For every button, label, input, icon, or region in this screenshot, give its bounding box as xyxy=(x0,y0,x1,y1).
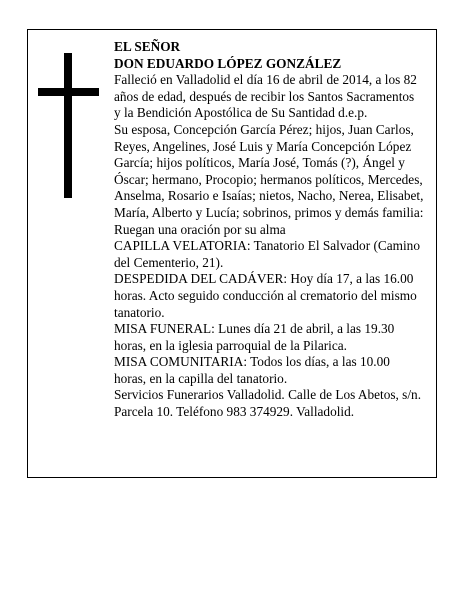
funeral-services-info: Servicios Funerarios Valladolid. Calle de Los Abetos, s/n. Parcela 10. Teléfono 983 374929. Valladolid. xyxy=(114,387,422,420)
wake-chapel-info: CAPILLA VELATORIA: Tanatorio El Salvador (Camino del Cementerio, 21). xyxy=(114,238,420,270)
heading-title: EL SEÑOR xyxy=(114,39,181,54)
prayer-request: Ruegan una oración por su alma xyxy=(114,221,286,237)
cross-vertical-bar xyxy=(64,53,72,198)
community-mass-info: MISA COMUNITARIA: Todos los días, a las 10.00 horas, en la capilla del tanatorio. xyxy=(114,354,390,386)
family-list: Su esposa, Concepción García Pérez; hijos, Juan Carlos, Reyes, Angelines, José Luis y María Concepción López García; hijos políticos, María José, Tomás (?), Ángel y Óscar; hermano, Procopio; hermanos políticos, Mercedes, Anselma, Rosario e Isaías; nietos, Nacho, Nerea, Elisabet, María, Alberto y Lucía; sobrinos, primos y demás familia: xyxy=(114,121,424,220)
deceased-name: DON EDUARDO LÓPEZ GONZÁLEZ xyxy=(114,55,342,71)
notice-text xyxy=(114,39,424,421)
cross-horizontal-bar xyxy=(38,88,99,96)
farewell-info: DESPEDIDA DEL CADÁVER: Hoy día 17, a las 16.00 horas. Acto seguido conducción al crematorio del mismo tanatorio. xyxy=(114,271,417,320)
funeral-mass-info: MISA FUNERAL: Lunes día 21 de abril, a las 19.30 horas, en la iglesia parroquial de la Pilarica. xyxy=(114,321,395,353)
death-announcement: Falleció en Valladolid el día 16 de abril de 2014, a los 82 años de edad, después de recibir los Santos Sacramentos y la Bendición Apostólica de Su Santidad d.e.p. xyxy=(114,72,417,121)
cross-icon xyxy=(38,53,99,198)
